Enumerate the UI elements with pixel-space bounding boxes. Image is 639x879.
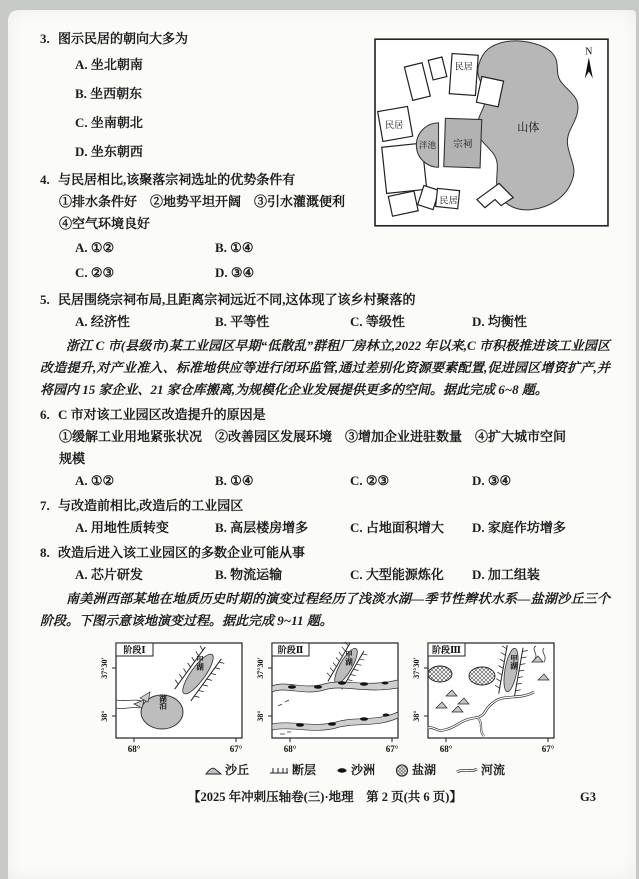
question-6-items-2: 规模 [59,451,86,466]
figure-legend [100,762,610,778]
option-d: D. 均衡性 [472,314,527,329]
salt-lake-shape [469,667,495,685]
lat-bottom-label: 38° [100,710,109,722]
option-c: C. 坐南朝北 [75,115,143,130]
option-a: A. ①② [75,473,115,488]
question-3-options [75,50,398,166]
question-6 [40,404,610,492]
question-4-number: 4. [40,172,50,187]
lat-top-label: 37°30′ [412,657,421,679]
option-a: A. 芯片研发 [75,567,143,582]
option-c: C. ②③ [75,265,115,280]
lon-right-label: 67° [541,744,555,754]
stage-3-panel [408,638,560,760]
question-8-stem: 改造后进入该工业园区的多数企业可能从事 [58,545,306,560]
option-c: C. 等级性 [350,314,405,329]
stage-3-title: 阶段Ⅲ [432,645,461,655]
stage-2-panel [252,638,404,760]
option-a: A. 坐北朝南 [75,57,143,72]
mountain-label: 山体 [517,121,540,134]
lon-right-label: 67° [229,744,243,754]
stage-1-lake-label: 湖泊 [158,694,168,710]
stage-1-jiahu-label: 甲湖 [195,655,205,671]
stage-2-jiahu-label: 甲湖 [344,650,354,666]
stages-figure [96,638,610,760]
lon-left-label: 68° [127,744,141,754]
option-c: C. ②③ [350,473,390,488]
option-a: A. 经济性 [75,314,130,329]
question-6-options [75,470,610,492]
legend-river [456,762,505,778]
lat-bottom-label: 38° [256,710,265,722]
passage-south-america: 南美洲西部某地在地质历史时期的演变过程经历了浅淡水湖—季节性辫状水系—盐湖沙丘三个阶段。下图示意该地演变过程。据此完成 9~11 题。 [40,591,610,628]
option-c: C. 大型能源炼化 [350,567,444,582]
footer-code: G3 [580,790,596,804]
legend-fault-label: 断层 [291,763,316,777]
question-7 [40,495,610,539]
lon-left-label: 68° [283,744,297,754]
option-b: B. ①④ [215,240,254,255]
question-6-items-1: ①缓解工业用地紧张状况 ②改善园区发展环境 ③增加企业进驻数量 ④扩大城市空间 [59,429,567,444]
option-d: D. 加工组装 [472,567,540,582]
option-b: B. 高层楼房增多 [215,520,309,535]
question-3-stem: 图示民居的朝向大多为 [58,31,189,46]
question-8-number: 8. [40,545,50,560]
question-6-number: 6. [40,407,50,422]
question-6-stem: C 市对该工业园区改造提升的原因是 [58,407,266,422]
minju-top-label: 民居 [454,61,473,72]
legend-sandbar-label: 沙洲 [350,763,375,777]
legend-saltlake-label: 盐湖 [412,763,437,777]
question-3 [40,28,398,166]
legend-saltlake [395,762,436,778]
saltlake-icon [395,764,409,777]
option-d: D. ③④ [472,473,512,488]
option-a: A. ①② [75,240,115,255]
option-c: C. 占地面积增大 [350,520,444,535]
stage-3-jiahu-label: 甲湖 [509,654,519,670]
minju-left-label: 民居 [385,119,404,130]
stage-2-title: 阶段Ⅱ [277,645,304,655]
option-b: B. 平等性 [215,314,270,329]
legend-fault [269,762,316,778]
lat-top-label: 37°30′ [256,657,265,679]
dune-icon [205,765,222,775]
question-5-stem: 民居围绕宗祠布局,且距离宗祠远近不同,这体现了该乡村聚落的 [58,292,416,307]
question-4-items-2: ④空气环境良好 [59,216,151,231]
question-5 [40,289,610,333]
question-5-options [75,311,610,333]
footer-title: 【2025 年冲刺压轴卷(三)·地理 第 2 页(共 6 页)】 [188,790,462,804]
river-icon [456,765,478,775]
question-7-stem: 与改造前相比,改造后的工业园区 [58,498,244,513]
option-b: B. ①④ [215,473,254,488]
lon-left-label: 68° [439,744,453,754]
page-content [40,28,610,808]
option-d: D. ③④ [215,265,255,280]
exam-page [8,10,636,879]
question-4-items-1: ①排水条件好 ②地势平坦开阔 ③引水灌溉便利 [59,194,346,209]
minju-bottom-label: 民居 [439,195,458,206]
question-7-options [75,517,610,539]
stage-1-title: 阶段Ⅰ [123,645,146,655]
stage-1-panel [96,638,248,760]
legend-sandbar [336,762,375,778]
question-5-number: 5. [40,292,50,307]
sandbar-icon [336,766,348,775]
option-d: D. 家庭作坊增多 [472,520,566,535]
page-footer [40,786,610,808]
salt-lake-shape [428,666,452,682]
north-label: N [585,46,593,58]
lon-right-label: 67° [385,744,399,754]
question-8 [40,542,610,586]
legend-dune-label: 沙丘 [224,763,249,777]
question-3-number: 3. [40,31,50,46]
pond-label: 泮池 [418,140,437,151]
question-4 [40,169,398,285]
option-a: A. 用地性质转变 [75,520,169,535]
legend-river-label: 河流 [481,763,506,777]
question-8-options [75,564,610,586]
legend-dune [205,762,249,778]
question-7-number: 7. [40,498,50,513]
hall-label: 宗祠 [453,139,473,151]
lat-top-label: 37°30′ [100,657,109,679]
option-b: B. 坐西朝东 [75,86,143,101]
passage-industrial-park: 浙江 C 市(县级市)某工业园区早期“低散乱”群租厂房林立,2022 年以来,C 市积极推进该工业园区改造提升,对产业准入、标准地供应等进行闭环监管,通过差别化资源要素配置,促进园区增资扩产,并将园内 15 家企业、21 家仓库搬离,为规模化企业发展提供更多的空间。据此完成 6~8 题。 [40,338,610,397]
lat-bottom-label: 38° [412,710,421,722]
option-b: B. 物流运输 [215,567,283,582]
option-d: D. 坐东朝西 [75,144,143,159]
question-4-options [75,235,375,285]
fault-icon [269,765,289,775]
question-4-stem: 与民居相比,该聚落宗祠选址的优势条件有 [58,172,296,187]
